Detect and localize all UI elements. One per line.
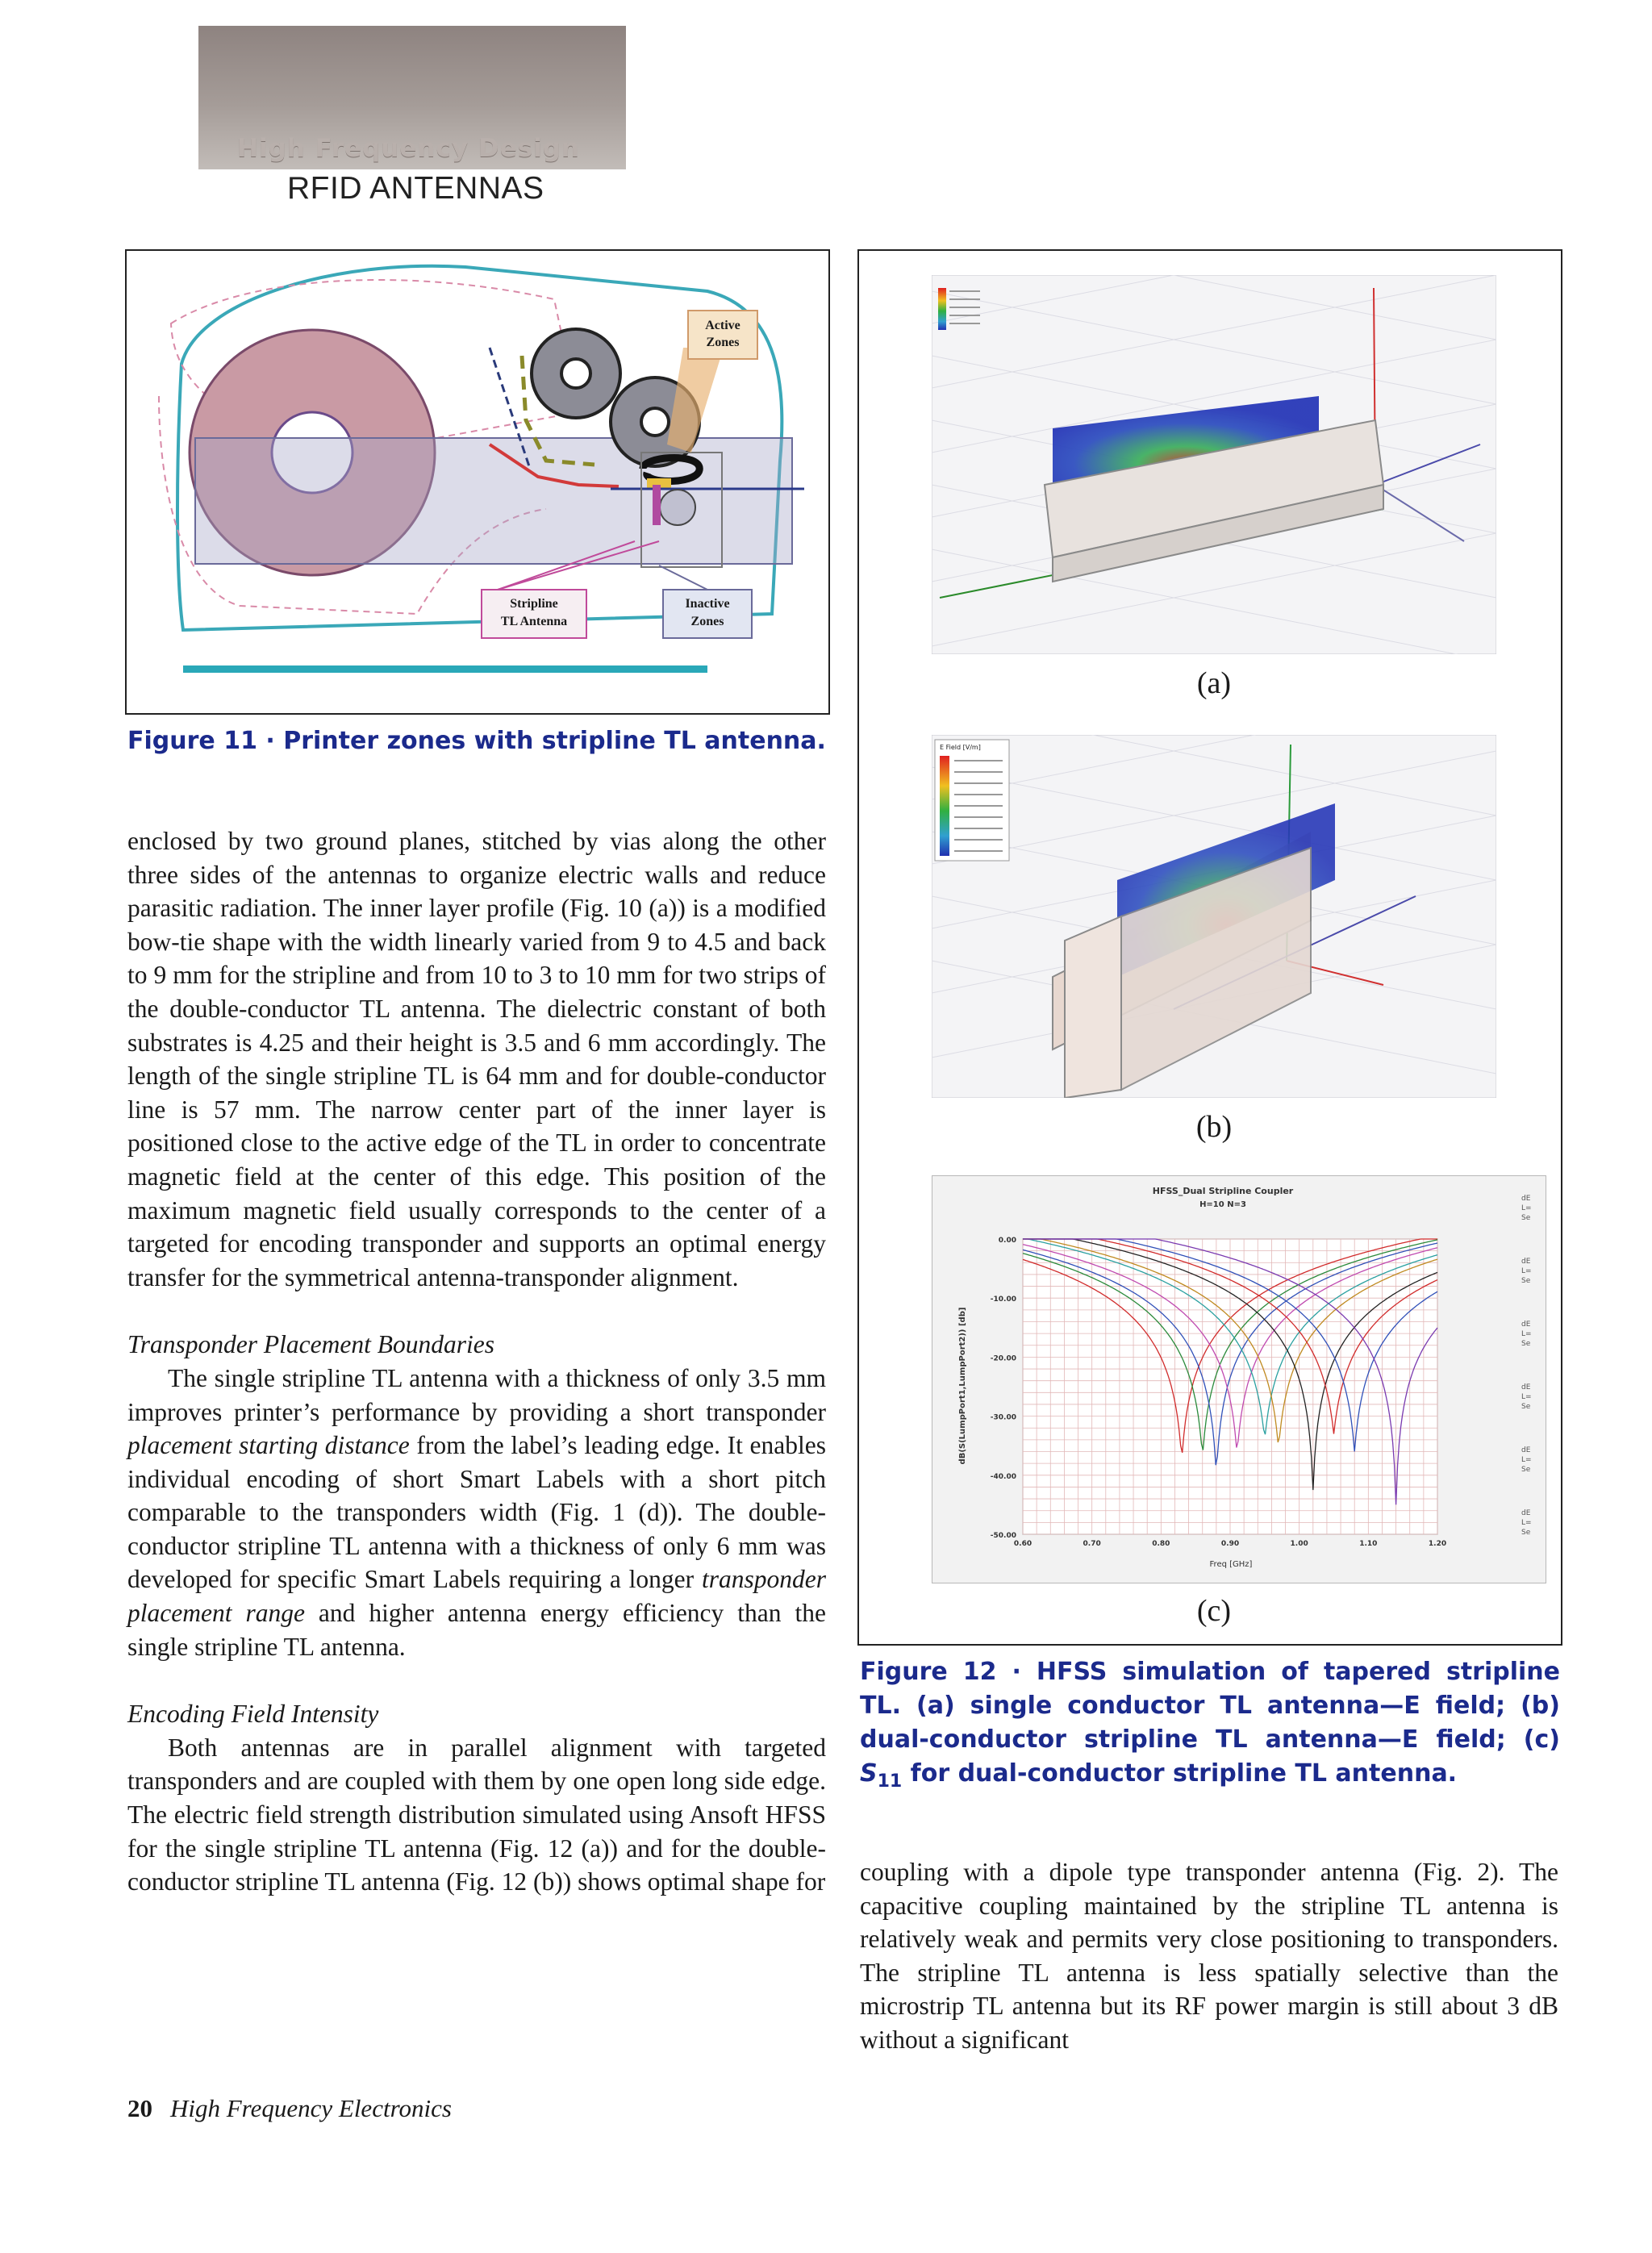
page-footer bbox=[127, 2094, 452, 2123]
y-tick-label: -20.00 bbox=[990, 1354, 1016, 1363]
label-stripline-antenna bbox=[482, 590, 586, 638]
header-banner bbox=[198, 26, 626, 169]
legend-fragment: L= bbox=[1521, 1267, 1532, 1275]
svg-text:Zones: Zones bbox=[706, 336, 740, 349]
panel-b-label: (b) bbox=[1195, 1110, 1233, 1144]
y-tick-label: -50.00 bbox=[990, 1532, 1016, 1540]
banner-text: High Frequency Design bbox=[237, 134, 580, 163]
legend-fragment: Se bbox=[1521, 1340, 1531, 1348]
y-tick-label: -30.00 bbox=[990, 1413, 1016, 1422]
y-tick-label: -10.00 bbox=[990, 1295, 1016, 1304]
x-tick-label: 0.70 bbox=[1083, 1540, 1101, 1548]
legend-fragment: dE bbox=[1521, 1446, 1531, 1454]
legend-fragment: Se bbox=[1521, 1466, 1531, 1474]
x-tick-label: 0.90 bbox=[1220, 1540, 1240, 1548]
x-tick-label: 1.10 bbox=[1359, 1540, 1378, 1548]
right-column bbox=[860, 1855, 1558, 2057]
x-tick-label: 0.80 bbox=[1152, 1540, 1170, 1548]
legend-fragment: L= bbox=[1521, 1330, 1532, 1338]
page-number: 20 bbox=[127, 2094, 152, 2122]
svg-text:Zones: Zones bbox=[690, 615, 724, 628]
colour-legend bbox=[935, 740, 1009, 861]
legend-fragment: Se bbox=[1521, 1277, 1531, 1285]
journal-name: High Frequency Electronics bbox=[170, 2094, 452, 2122]
legend-fragment: Se bbox=[1521, 1403, 1531, 1411]
legend-fragment: dE bbox=[1521, 1321, 1531, 1329]
legend-fragment: Se bbox=[1521, 1214, 1531, 1222]
chart-subtitle: H=10 N=3 bbox=[1199, 1200, 1246, 1209]
s11-chart bbox=[932, 1176, 1546, 1583]
printer-zones-diagram bbox=[127, 251, 828, 713]
paragraph-intro: enclosed by two ground planes, stitched by vias along the other three sides of the antennas to organize electric walls and reduce parasitic radiation. The inner layer profile (Fig. 10 (a)) is a modified bow-tie shape with the width linearly varied from 9 to 4.5 and back to 9 mm for the stripline and from 10 to 3 to 10 mm for two strips of the double-conductor TL antenna. The dielectric constant of both substrates is 4.25 and their height is 3.5 and 6 mm accordingly. The length of the single stripline TL is 64 mm and for double-conductor line is 57 mm. The narrow center part of the inner layer is positioned close to the active edge of the TL in order to concentrate magnetic field at the center of this edge. This position of the maximum magnetic field usually corresponds to the center of a targeted for encoding transponder and supports an optimal energy transfer for the symmetrical antenna-transponder alignment. bbox=[127, 827, 826, 1291]
label-active-zones bbox=[688, 311, 757, 359]
legend-fragment: L= bbox=[1521, 1519, 1532, 1527]
label-inactive-zones bbox=[663, 590, 752, 638]
figure-12-caption: Figure 12 · HFSS simulation of tapered stripline TL. (a) single conductor TL antenna—E field; (b) dual-conductor stripline TL antenna—E field; (c) $S_{11}$ for dual-conductor stripline TL antenna. bbox=[860, 1658, 1560, 1792]
svg-text:Inactive: Inactive bbox=[685, 597, 730, 611]
svg-text:E Field [V/m]: E Field [V/m] bbox=[940, 744, 981, 751]
base-platform bbox=[183, 665, 707, 673]
active-zone-callout bbox=[667, 348, 724, 453]
x-tick-label: 0.60 bbox=[1013, 1540, 1032, 1548]
panel-a-efield-single bbox=[932, 275, 1496, 654]
section-title: RFID ANTENNAS bbox=[287, 171, 544, 206]
figure-11-caption: Figure 11 · Printer zones with stripline TL antenna. bbox=[127, 727, 826, 755]
left-column bbox=[127, 824, 826, 1899]
legend-fragment: L= bbox=[1521, 1204, 1532, 1212]
legend-fragment: L= bbox=[1521, 1393, 1532, 1401]
figure-12 bbox=[857, 249, 1562, 1646]
figure-11 bbox=[125, 249, 830, 715]
paragraph-encoding: Both antennas are in parallel alignment with targeted transponders and are coupled with them by one open long side edge. The electric field strength distribution simulated using Ansoft HFSS for the single stripline TL antenna (Fig. 12 (a)) and for the double-conductor stripline TL antenna (Fig. 12 (b)) shows optimal shape for bbox=[127, 1733, 826, 1896]
x-tick-label: 1.00 bbox=[1290, 1540, 1308, 1548]
svg-text:Active: Active bbox=[705, 319, 740, 332]
legend-fragment: dE bbox=[1521, 1509, 1531, 1517]
y-tick-label: -40.00 bbox=[990, 1472, 1016, 1481]
panel-c-chart bbox=[932, 1175, 1546, 1583]
legend-fragment: L= bbox=[1521, 1456, 1532, 1464]
heading-placement-boundaries: Transponder Placement Boundaries bbox=[127, 1330, 494, 1359]
legend-fragment: Se bbox=[1521, 1529, 1531, 1537]
svg-text:Stripline: Stripline bbox=[510, 597, 558, 611]
svg-text:TL Antenna: TL Antenna bbox=[500, 615, 568, 628]
y-tick-label: 0.00 bbox=[998, 1237, 1016, 1245]
x-tick-label: 1.20 bbox=[1428, 1540, 1447, 1548]
panel-b-efield-dual bbox=[932, 735, 1496, 1098]
panel-a-label: (a) bbox=[1196, 666, 1232, 700]
inactive-band bbox=[195, 438, 792, 564]
y-axis-label: dB(S(LumpPort1,LumpPort2)) [db] bbox=[958, 1307, 967, 1465]
paragraph-coupling: coupling with a dipole type transponder antenna (Fig. 2). The capacitive coupling maintained by the stripline TL antenna is relatively weak and permits very close positioning to transponders. The stripline TL antenna is less spatially selective than the microstrip TL antenna but its RF power margin is still about 3 dB without a significant bbox=[860, 1858, 1558, 2054]
legend-fragment: dE bbox=[1521, 1195, 1531, 1203]
legend-fragment: dE bbox=[1521, 1258, 1531, 1266]
chart-title: HFSS_Dual Stripline Coupler bbox=[1152, 1186, 1294, 1196]
x-axis-label: Freq [GHz] bbox=[1209, 1560, 1253, 1569]
legend-fragment: dE bbox=[1521, 1383, 1531, 1391]
panel-c-label: (c) bbox=[1196, 1594, 1232, 1628]
heading-encoding-field: Encoding Field Intensity bbox=[127, 1700, 379, 1729]
paragraph-placement: The single stripline TL antenna with a thickness of only 3.5 mm improves printer’s performance by providing a short transponder placement starting distance from the label’s leading edge. It enables individual encoding of short Smart Labels with a short pitch comparable to the transponders width (Fig. 1 (d)). The double-conductor stripline TL antenna with a thickness of only 6 mm was developed for specific Smart Labels requiring a longer transponder placement range and higher antenna energy efficiency than the single stripline TL antenna. bbox=[127, 1363, 826, 1661]
